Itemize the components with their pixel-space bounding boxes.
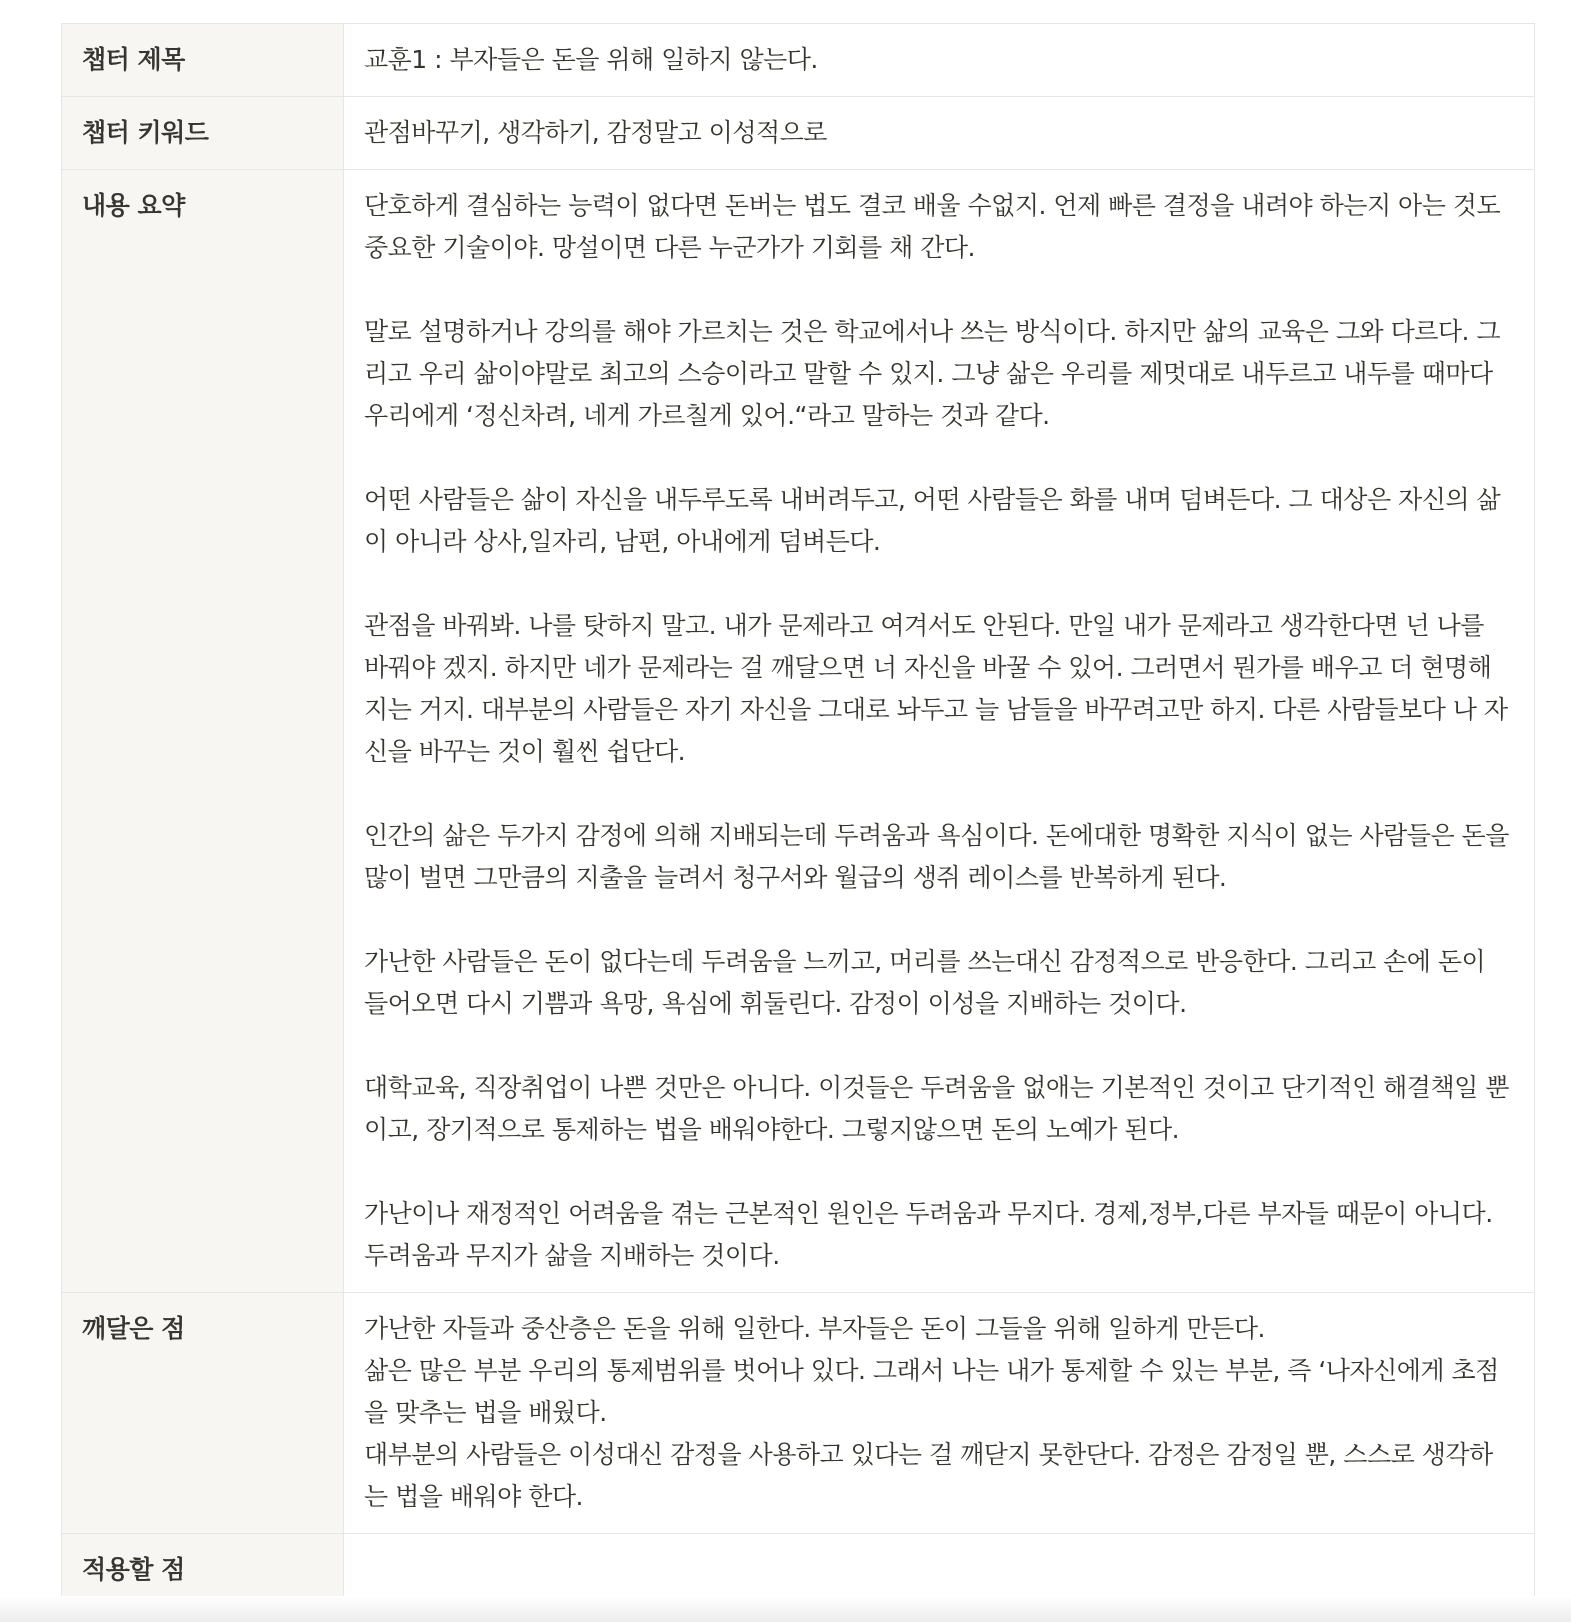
row-chapter-title	[62, 24, 1535, 97]
chapter-title-value[interactable]: 교훈1 : 부자들은 돈을 위해 일하지 않는다.	[344, 24, 1535, 97]
row-chapter-keywords	[62, 97, 1535, 170]
insights-value[interactable]	[344, 1293, 1535, 1534]
content-summary-label: 내용 요약	[62, 170, 344, 1293]
apply-points-label: 적용할 점	[62, 1534, 344, 1607]
row-insights	[62, 1293, 1535, 1534]
summary-paragraph: 관점을 바꿔봐. 나를 탓하지 말고. 내가 문제라고 여겨서도 안된다. 만일 내가 문제라고 생각한다면 넌 나를 바꿔야 겠지. 하지만 네가 문제라는 걸 깨달으면 너 자신을 바꿀 수 있어. 그러면서 뭔가를 배우고 더 현명해지는 거지. 대부분의 사람들은 자기 자신을 그대로 놔두고 늘 남들을 바꾸려고만 하지. 다른 사람들보다 나 자신을 바꾸는 것이 훨씬 쉽단다.	[364, 611, 1508, 766]
summary-paragraph: 대학교육, 직장취업이 나쁜 것만은 아니다. 이것들은 두려움을 없애는 기본적인 것이고 단기적인 해결책일 뿐이고, 장기적으로 통제하는 법을 배워야한다. 그렇지않으면 돈의 노예가 된다.	[364, 1073, 1509, 1144]
chapter-title-label: 챕터 제목	[62, 24, 344, 97]
row-content-summary	[62, 170, 1535, 1293]
insight-line: 가난한 자들과 중산층은 돈을 위해 일한다. 부자들은 돈이 그들을 위해 일하게 만든다.	[364, 1314, 1265, 1343]
chapter-summary-table	[61, 23, 1535, 1607]
summary-paragraph: 가난한 사람들은 돈이 없다는데 두려움을 느끼고, 머리를 쓰는대신 감정적으로 반응한다. 그리고 손에 돈이 들어오면 다시 기쁨과 욕망, 욕심에 휘둘린다. 감정이 이성을 지배하는 것이다.	[364, 947, 1493, 1018]
insight-line: 삶은 많은 부분 우리의 통제범위를 벗어나 있다. 그래서 나는 내가 통제할 수 있는 부분, 즉 ‘나자신에게 초점을 맞추는 법을 배웠다.	[364, 1356, 1499, 1427]
summary-paragraph: 말로 설명하거나 강의를 해야 가르치는 것은 학교에서나 쓰는 방식이다. 하지만 삶의 교육은 그와 다르다. 그리고 우리 삶이야말로 최고의 스승이라고 말할 수 있지. 그냥 삶은 우리를 제멋대로 내두르고 내두를 때마다 우리에게 ‘정신차려, 네게 가르칠게 있어.“라고 말하는 것과 같다.	[364, 317, 1501, 430]
insights-label: 깨달은 점	[62, 1293, 344, 1534]
insight-line: 대부분의 사람들은 이성대신 감정을 사용하고 있다는 걸 깨닫지 못한단다. 감정은 감정일 뿐, 스스로 생각하는 법을 배워야 한다.	[364, 1440, 1493, 1511]
summary-paragraph: 가난이나 재정적인 어려움을 겪는 근본적인 원인은 두려움과 무지다. 경제,정부,다른 부자들 때문이 아니다. 두려움과 무지가 삶을 지배하는 것이다.	[364, 1199, 1501, 1270]
summary-paragraph: 인간의 삶은 두가지 감정에 의해 지배되는데 두려움과 욕심이다. 돈에대한 명확한 지식이 없는 사람들은 돈을 많이 벌면 그만큼의 지출을 늘려서 청구서와 월급의 생쥐 레이스를 반복하게 된다.	[364, 821, 1517, 892]
chapter-keywords-label: 챕터 키워드	[62, 97, 344, 170]
content-summary-value[interactable]	[344, 170, 1535, 1293]
summary-paragraph: 어떤 사람들은 삶이 자신을 내두루도록 내버려두고, 어떤 사람들은 화를 내며 덤벼든다. 그 대상은 자신의 삶이 아니라 상사,일자리, 남편, 아내에게 덤벼든다.	[364, 485, 1501, 556]
chapter-keywords-value[interactable]: 관점바꾸기, 생각하기, 감정말고 이성적으로	[344, 97, 1535, 170]
bottom-edge-shadow	[0, 1596, 1571, 1622]
summary-paragraph: 단호하게 결심하는 능력이 없다면 돈버는 법도 결코 배울 수없지. 언제 빠른 결정을 내려야 하는지 아는 것도 중요한 기술이야. 망설이면 다른 누군가가 기회를 채 간다.	[364, 191, 1508, 262]
